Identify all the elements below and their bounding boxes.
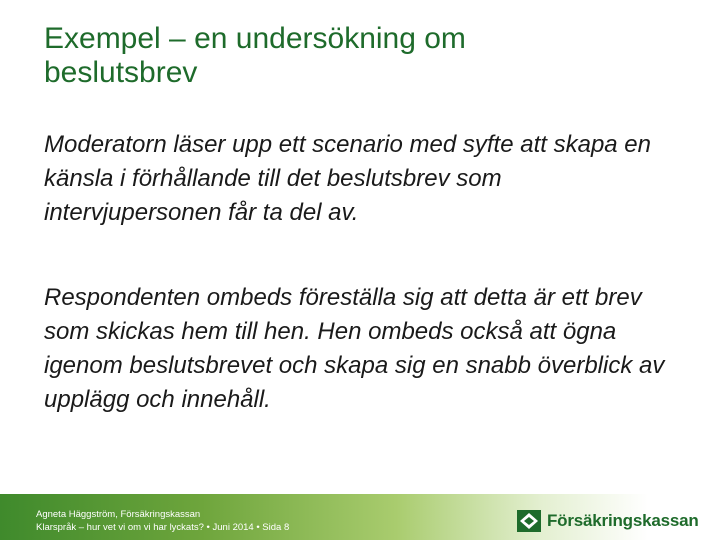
slide-title-line-1: Exempel – en undersökning om (44, 22, 466, 55)
logo-text: Försäkringskassan (547, 511, 699, 530)
body-paragraph-1: Moderatorn läser upp ett scenario med syfte att skapa en känsla i förhållande till det beslutsbrev som intervjupersonen får ta del av. (44, 131, 651, 226)
slide-body (44, 128, 684, 468)
slide-title (44, 22, 684, 90)
forsakringskassan-logo-icon (517, 510, 541, 532)
footer-author: Agneta Häggström, Försäkringskassan (36, 509, 201, 520)
footer-text (36, 508, 289, 534)
slide-title-line-2: beslutsbrev (44, 56, 198, 89)
body-paragraph-2: Respondenten ombeds föreställa sig att detta är ett brev som skickas hem till hen. Hen ombeds också att ögna igenom beslutsbrevet och skapa sig en snabb överblick av upplägg och innehåll. (44, 284, 665, 413)
footer-presentation-info: Klarspråk – hur vet vi om vi har lyckats? • Juni 2014 • Sida 8 (36, 522, 290, 533)
forsakringskassan-logo (517, 510, 699, 532)
